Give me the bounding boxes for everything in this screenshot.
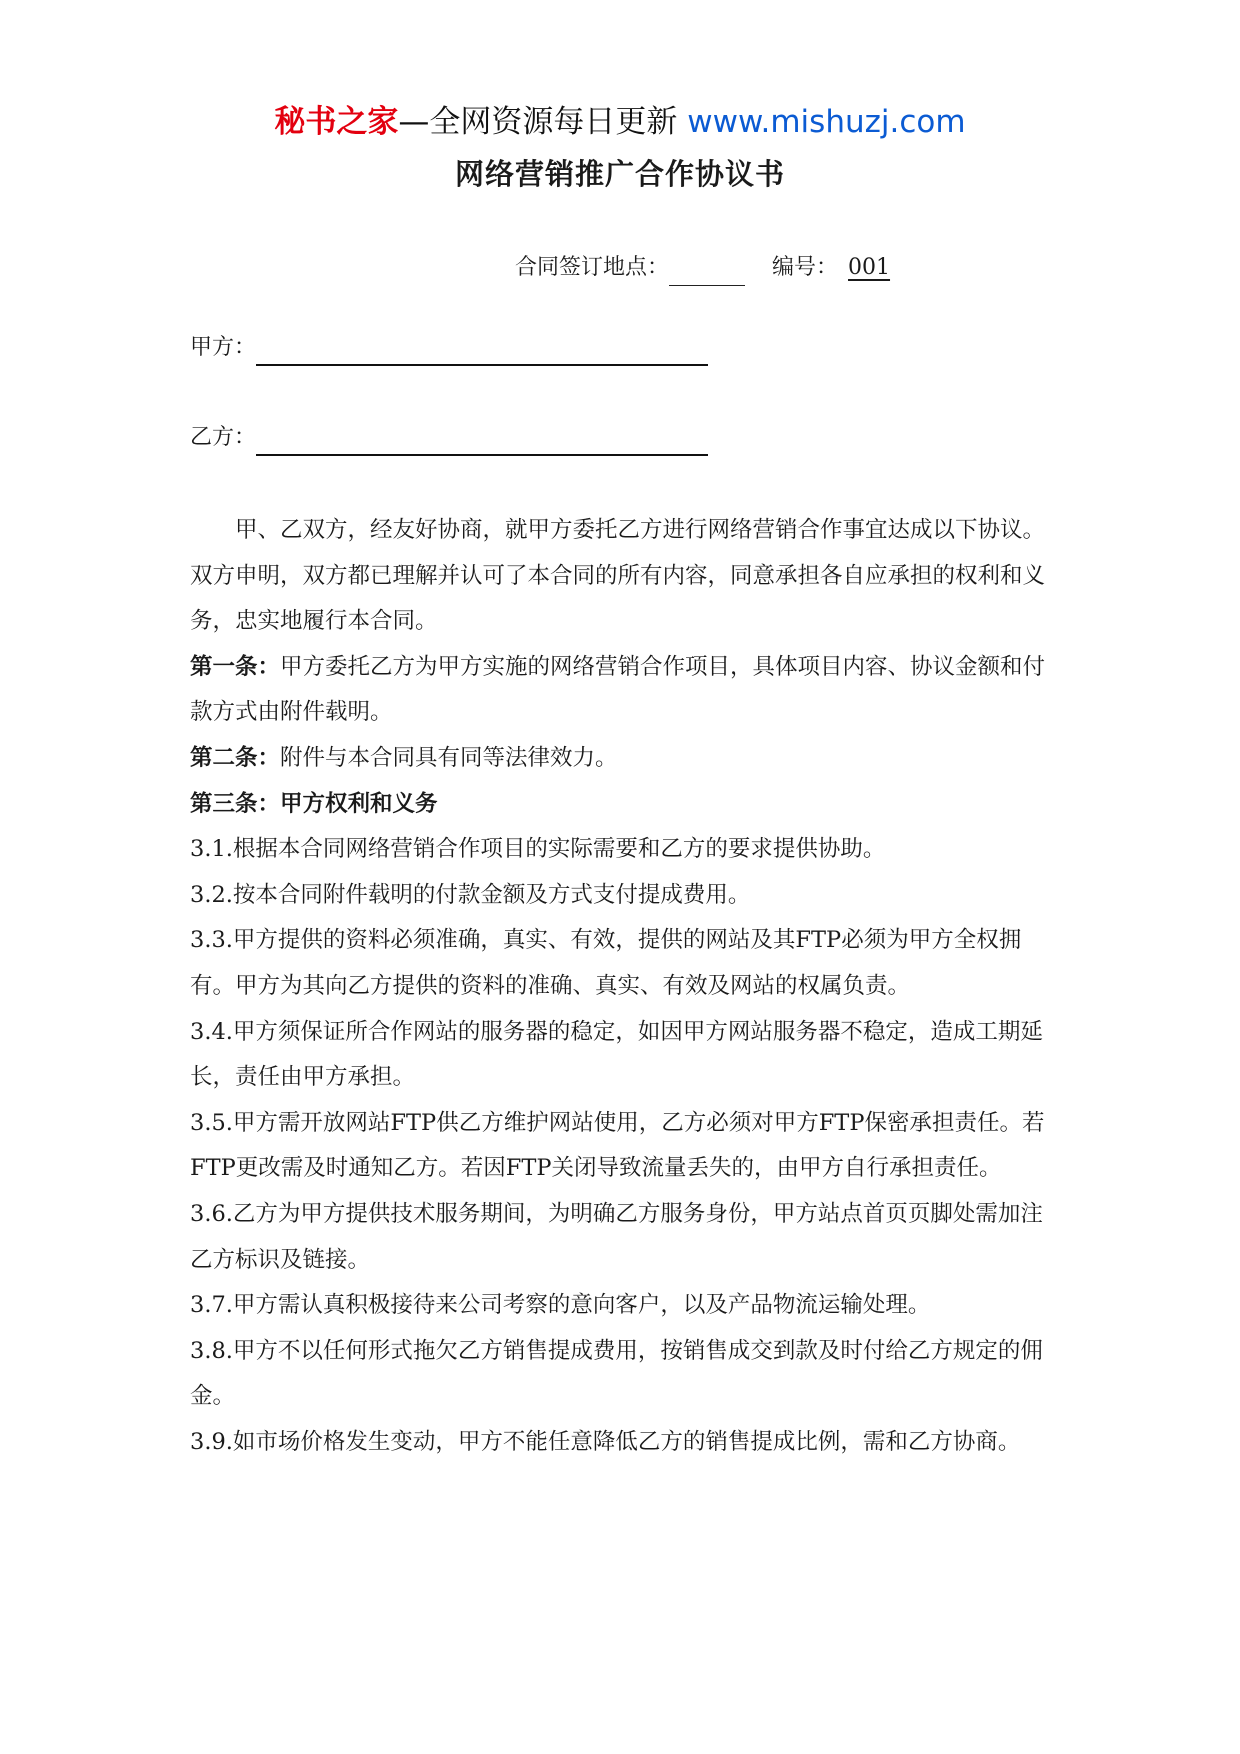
contract-meta xyxy=(515,250,896,286)
clause-3-3: 3.3.甲方提供的资料必须准确，真实、有效，提供的网站及其FTP必须为甲方全权拥有。甲方为其向乙方提供的资料的准确、真实、有效及网站的权属负责。 xyxy=(190,927,1022,999)
party-b-blank xyxy=(256,428,708,456)
article-1-label: 第一条： xyxy=(190,653,281,680)
party-a-blank xyxy=(256,338,708,366)
clause-3-4: 3.4.甲方须保证所合作网站的服务器的稳定，如因甲方网站服务器不稳定，造成工期延长，责任由甲方承担。 xyxy=(190,1018,1043,1091)
contract-body xyxy=(190,508,1050,1465)
article-2-text: 附件与本合同具有同等法律效力。 xyxy=(280,744,618,771)
signing-place-blank xyxy=(669,259,745,286)
clause-3-2: 3.2.按本合同附件载明的付款金额及方式支付提成费用。 xyxy=(190,881,751,908)
article-2-label: 第二条： xyxy=(190,744,281,771)
contract-number-value: 001 xyxy=(848,255,891,280)
clause-3-7: 3.7.甲方需认真积极接待来公司考察的意向客户，以及产品物流运输处理。 xyxy=(190,1292,931,1319)
article-3-text: 甲方权利和义务 xyxy=(280,790,438,817)
article-2 xyxy=(190,736,1050,782)
signing-place-label: 合同签订地点： xyxy=(515,255,670,280)
clause-3-5: 3.5.甲方需开放网站FTP供乙方维护网站使用，乙方必须对甲方FTP保密承担责任。若FTP更改需及时通知乙方。若因FTP关闭导致流量丢失的，由甲方自行承担责任。 xyxy=(190,1109,1045,1182)
article-3 xyxy=(190,782,1050,828)
party-a-label: 甲方： xyxy=(190,335,257,360)
banner-brand: 秘书之家 xyxy=(274,104,399,140)
contract-number-label: 编号： xyxy=(772,255,839,280)
clause-3-9: 3.9.如市场价格发生变动，甲方不能任意降低乙方的销售提成比例，需和乙方协商。 xyxy=(190,1428,1021,1455)
clause-3-1: 3.1.根据本合同网络营销合作项目的实际需要和乙方的要求提供协助。 xyxy=(190,836,886,863)
party-b xyxy=(190,420,708,456)
article-3-label: 第三条： xyxy=(190,790,281,817)
banner-tagline: —全网资源每日更新 xyxy=(398,104,678,140)
banner-url-link[interactable]: www.mishuzj.com xyxy=(687,104,966,140)
site-banner xyxy=(0,100,1240,144)
intro-paragraph: 甲、乙双方，经友好协商，就甲方委托乙方进行网络营销合作事宜达成以下协议。双方申明，双方都已理解并认可了本合同的所有内容，同意承担各自应承担的权利和义务，忠实地履行本合同。 xyxy=(190,517,1046,635)
party-a xyxy=(190,330,708,366)
article-1-text: 甲方委托乙方为甲方实施的网络营销合作项目，具体项目内容、协议金额和付款方式由附件载明。 xyxy=(190,653,1046,726)
article-1 xyxy=(190,645,1050,736)
document-title: 网络营销推广合作协议书 xyxy=(454,157,785,191)
clause-3-8: 3.8.甲方不以任何形式拖欠乙方销售提成费用，按销售成交到款及时付给乙方规定的佣金。 xyxy=(190,1337,1043,1410)
party-b-label: 乙方： xyxy=(190,425,257,450)
clause-3-6: 3.6.乙方为甲方提供技术服务期间，为明确乙方服务身份，甲方站点首页页脚处需加注乙方标识及链接。 xyxy=(190,1200,1043,1273)
